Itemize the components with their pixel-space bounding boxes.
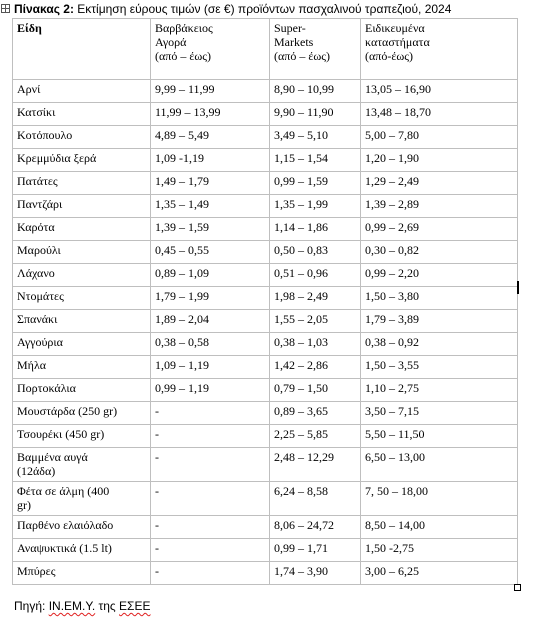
supermarket-price-cell: 9,90 – 11,90 bbox=[270, 103, 361, 126]
specialty-price-cell: 1,50 – 3,55 bbox=[361, 356, 518, 379]
item-name-cell: Αγγούρια bbox=[13, 333, 151, 356]
item-name-cell: Μπύρες bbox=[13, 562, 151, 585]
supermarket-price-cell: 0,79 – 1,50 bbox=[270, 379, 361, 402]
item-name-cell: Φέτα σε άλμη (400 gr) bbox=[13, 482, 151, 516]
specialty-price-cell: 5,00 – 7,80 bbox=[361, 126, 518, 149]
table-row bbox=[13, 241, 518, 264]
item-name-cell: Πατάτες bbox=[13, 172, 151, 195]
supermarket-price-cell: 3,49 – 5,10 bbox=[270, 126, 361, 149]
item-name-cell: Αναψυκτικά (1.5 lt) bbox=[13, 539, 151, 562]
item-name-cell: Βαμμένα αυγά (12άδα) bbox=[13, 448, 151, 482]
table-row bbox=[13, 402, 518, 425]
table-row bbox=[13, 562, 518, 585]
varvakeios-price-cell: - bbox=[151, 425, 270, 448]
item-name-cell: Κατσίκι bbox=[13, 103, 151, 126]
varvakeios-price-cell: 0,99 – 1,19 bbox=[151, 379, 270, 402]
varvakeios-price-cell: 0,89 – 1,09 bbox=[151, 264, 270, 287]
varvakeios-price-cell: - bbox=[151, 482, 270, 516]
supermarket-price-cell: 8,06 – 24,72 bbox=[270, 516, 361, 539]
varvakeios-price-cell: 1,89 – 2,04 bbox=[151, 310, 270, 333]
supermarket-price-cell: 6,24 – 8,58 bbox=[270, 482, 361, 516]
caption-text: Εκτίμηση εύρους τιμών (σε €) προϊόντων πασχαλινού τραπεζιού, 2024 bbox=[73, 2, 452, 16]
supermarket-price-cell: 1,42 – 2,86 bbox=[270, 356, 361, 379]
varvakeios-price-cell: - bbox=[151, 539, 270, 562]
table-row bbox=[13, 482, 518, 516]
specialty-price-cell: 7, 50 – 18,00 bbox=[361, 482, 518, 516]
item-name-cell: Κρεμμύδια ξερά bbox=[13, 149, 151, 172]
supermarket-price-cell: 0,51 – 0,96 bbox=[270, 264, 361, 287]
varvakeios-price-cell: - bbox=[151, 516, 270, 539]
varvakeios-price-cell: 0,38 – 0,58 bbox=[151, 333, 270, 356]
item-name-cell: Τσουρέκι (450 gr) bbox=[13, 425, 151, 448]
varvakeios-price-cell: 1,39 – 1,59 bbox=[151, 218, 270, 241]
specialty-price-cell: 13,05 – 16,90 bbox=[361, 80, 518, 103]
specialty-price-cell: 1,50 -2,75 bbox=[361, 539, 518, 562]
header-cell-specialty-stores: Ειδικευμένα καταστήματα (από-έως) bbox=[361, 19, 518, 80]
varvakeios-price-cell: 9,99 – 11,99 bbox=[151, 80, 270, 103]
supermarket-price-cell: 2,25 – 5,85 bbox=[270, 425, 361, 448]
table-move-handle-icon[interactable] bbox=[1, 4, 10, 13]
supermarket-price-cell: 1,74 – 3,90 bbox=[270, 562, 361, 585]
specialty-price-cell: 0,99 – 2,69 bbox=[361, 218, 518, 241]
supermarket-price-cell: 0,50 – 0,83 bbox=[270, 241, 361, 264]
table-row bbox=[13, 149, 518, 172]
item-name-cell: Κοτόπουλο bbox=[13, 126, 151, 149]
item-name-cell: Αρνί bbox=[13, 80, 151, 103]
varvakeios-price-cell: - bbox=[151, 402, 270, 425]
table-row bbox=[13, 218, 518, 241]
varvakeios-price-cell: 1,35 – 1,49 bbox=[151, 195, 270, 218]
specialty-price-cell: 0,38 – 0,92 bbox=[361, 333, 518, 356]
specialty-price-cell: 5,50 – 11,50 bbox=[361, 425, 518, 448]
varvakeios-price-cell: 1,49 – 1,79 bbox=[151, 172, 270, 195]
source-note bbox=[14, 599, 150, 613]
table-row bbox=[13, 126, 518, 149]
supermarket-price-cell: 0,38 – 1,03 bbox=[270, 333, 361, 356]
supermarket-price-cell: 8,90 – 10,99 bbox=[270, 80, 361, 103]
table-row bbox=[13, 356, 518, 379]
table-row bbox=[13, 333, 518, 356]
specialty-price-cell: 3,00 – 6,25 bbox=[361, 562, 518, 585]
table-resize-handle[interactable] bbox=[514, 584, 521, 591]
specialty-price-cell: 0,99 – 2,20 bbox=[361, 264, 518, 287]
item-name-cell: Παντζάρι bbox=[13, 195, 151, 218]
specialty-price-cell: 1,50 – 3,80 bbox=[361, 287, 518, 310]
supermarket-price-cell: 0,99 – 1,71 bbox=[270, 539, 361, 562]
specialty-price-cell: 13,48 – 18,70 bbox=[361, 103, 518, 126]
varvakeios-price-cell: 1,79 – 1,99 bbox=[151, 287, 270, 310]
varvakeios-price-cell: 11,99 – 13,99 bbox=[151, 103, 270, 126]
supermarket-price-cell: 1,14 – 1,86 bbox=[270, 218, 361, 241]
specialty-price-cell: 1,29 – 2,49 bbox=[361, 172, 518, 195]
specialty-price-cell: 1,79 – 3,89 bbox=[361, 310, 518, 333]
item-name-cell: Ντομάτες bbox=[13, 287, 151, 310]
specialty-price-cell: 1,39 – 2,89 bbox=[361, 195, 518, 218]
supermarket-price-cell: 1,35 – 1,99 bbox=[270, 195, 361, 218]
specialty-price-cell: 3,50 – 7,15 bbox=[361, 402, 518, 425]
source-org2: ΕΣΕΕ bbox=[119, 599, 151, 613]
source-prefix: Πηγή: bbox=[14, 599, 49, 613]
table-row bbox=[13, 516, 518, 539]
specialty-price-cell: 1,20 – 1,90 bbox=[361, 149, 518, 172]
supermarket-price-cell: 1,98 – 2,49 bbox=[270, 287, 361, 310]
table-row bbox=[13, 172, 518, 195]
specialty-price-cell: 8,50 – 14,00 bbox=[361, 516, 518, 539]
varvakeios-price-cell: 1,09 – 1,19 bbox=[151, 356, 270, 379]
varvakeios-price-cell: 1,09 -1,19 bbox=[151, 149, 270, 172]
specialty-price-cell: 6,50 – 13,00 bbox=[361, 448, 518, 482]
source-middle: της bbox=[95, 599, 120, 613]
item-name-cell: Καρότα bbox=[13, 218, 151, 241]
specialty-price-cell: 0,30 – 0,82 bbox=[361, 241, 518, 264]
table-row bbox=[13, 379, 518, 402]
supermarket-price-cell: 2,48 – 12,29 bbox=[270, 448, 361, 482]
table-row bbox=[13, 287, 518, 310]
item-name-cell: Μήλα bbox=[13, 356, 151, 379]
text-cursor bbox=[517, 281, 519, 294]
caption-label: Πίνακας 2: bbox=[14, 2, 74, 16]
varvakeios-price-cell: 4,89 – 5,49 bbox=[151, 126, 270, 149]
item-name-cell: Μαρούλι bbox=[13, 241, 151, 264]
table-row bbox=[13, 425, 518, 448]
supermarket-price-cell: 1,15 – 1,54 bbox=[270, 149, 361, 172]
header-cell-items: Είδη bbox=[13, 19, 151, 80]
varvakeios-price-cell: - bbox=[151, 448, 270, 482]
table-body bbox=[13, 80, 518, 585]
table-row bbox=[13, 539, 518, 562]
table-row bbox=[13, 310, 518, 333]
item-name-cell: Μουστάρδα (250 gr) bbox=[13, 402, 151, 425]
item-name-cell: Σπανάκι bbox=[13, 310, 151, 333]
price-table bbox=[12, 18, 518, 585]
table-row bbox=[13, 103, 518, 126]
supermarket-price-cell: 0,99 – 1,59 bbox=[270, 172, 361, 195]
table-row bbox=[13, 195, 518, 218]
table-row bbox=[13, 80, 518, 103]
header-cell-varvakeios: Βαρβάκειος Αγορά (από – έως) bbox=[151, 19, 270, 80]
table-row bbox=[13, 264, 518, 287]
specialty-price-cell: 1,10 – 2,75 bbox=[361, 379, 518, 402]
varvakeios-price-cell: - bbox=[151, 562, 270, 585]
source-org: ΙΝ.ΕΜ.Υ. bbox=[48, 599, 96, 613]
table-row bbox=[13, 448, 518, 482]
item-name-cell: Πορτοκάλια bbox=[13, 379, 151, 402]
varvakeios-price-cell: 0,45 – 0,55 bbox=[151, 241, 270, 264]
table-caption bbox=[14, 2, 451, 16]
supermarket-price-cell: 0,89 – 3,65 bbox=[270, 402, 361, 425]
item-name-cell: Παρθένο ελαιόλαδο bbox=[13, 516, 151, 539]
supermarket-price-cell: 1,55 – 2,05 bbox=[270, 310, 361, 333]
header-cell-supermarkets: Super- Markets (από – έως) bbox=[270, 19, 361, 80]
item-name-cell: Λάχανο bbox=[13, 264, 151, 287]
table-header-row bbox=[13, 19, 518, 80]
